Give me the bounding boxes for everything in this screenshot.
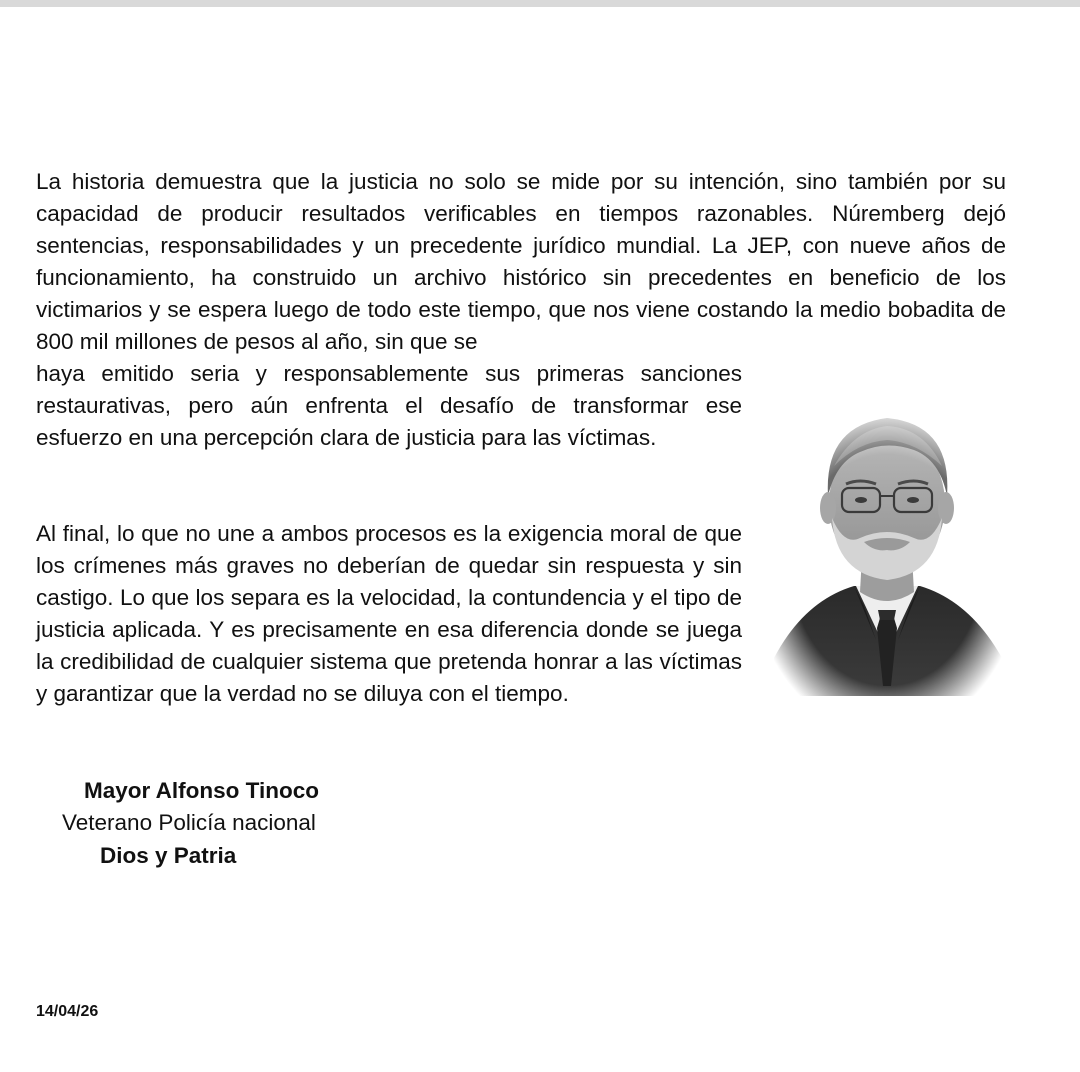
author-title: Veterano Policía nacional xyxy=(62,810,316,835)
document-date: 14/04/26 xyxy=(36,1003,99,1020)
author-name: Mayor Alfonso Tinoco xyxy=(84,778,320,803)
paragraph-1: La historia demuestra que la justicia no solo se mide por su intención, sino también por su capacidad de producir resultados verificables en tiempos razonables. Núremberg dejó sentencias, responsabilidades y un precedente jurídico mundial. La JEP, con nueve años de funcionamiento, ha construido un archivo histórico sin precedentes en beneficio de los victimarios y se espera luego de todo este tiempo, que nos viene costando la medio bobadita de 800 mil millones de pesos al año, sin que se xyxy=(36,169,1006,354)
author-portrait xyxy=(764,396,1010,696)
top-border xyxy=(0,0,1080,7)
paragraph-1-continued: haya emitido seria y responsablemente sus primeras sanciones restaurativas, pero aún enfrenta el desafío de transformar ese esfuerzo en una percepción clara de justicia para las víctimas. xyxy=(36,361,742,450)
paragraph-2: Al final, lo que no une a ambos procesos es la exigencia moral de que los crímenes más graves no deberían de quedar sin respuesta y sin castigo. Lo que los separa es la velocidad, la contundencia y el tipo de justicia aplicada. Y es precisamente en esa diferencia donde se juega la credibilidad de cualquier sistema que pretenda honrar a las víctimas y garantizar que la verdad no se diluya con el tiempo. xyxy=(36,521,742,706)
author-motto: Dios y Patria xyxy=(100,843,237,868)
